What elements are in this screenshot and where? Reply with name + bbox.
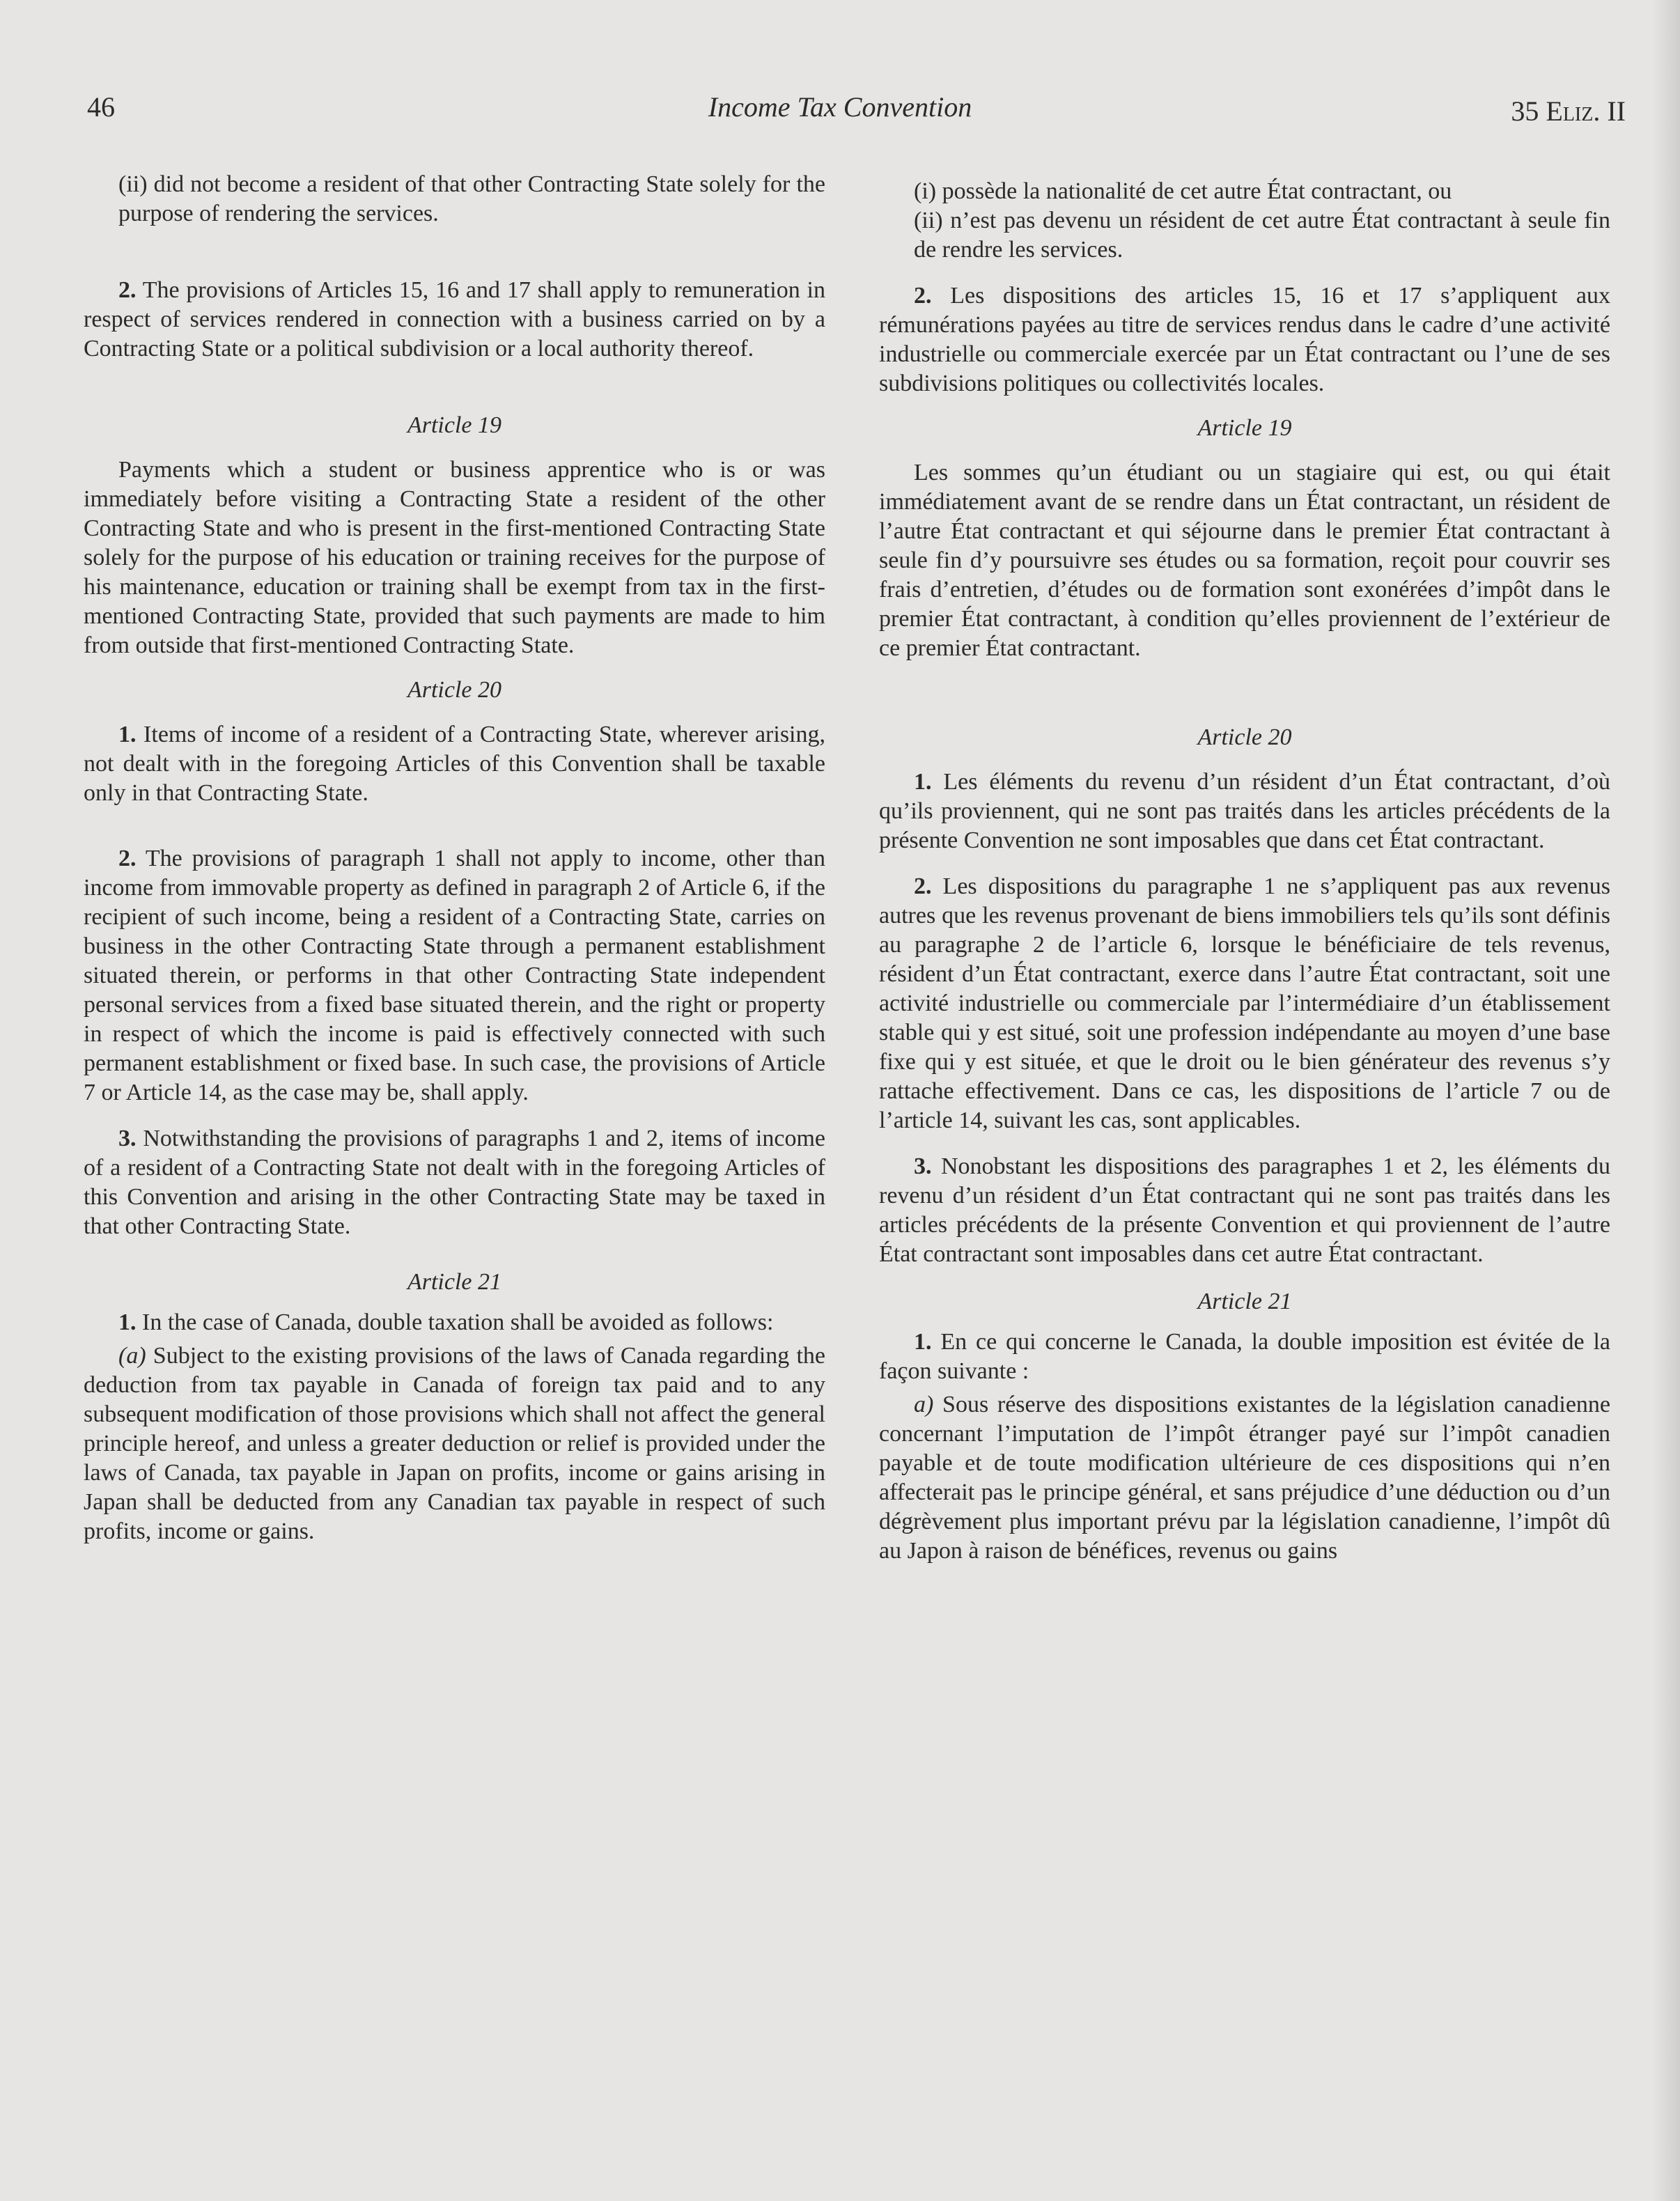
article-20-title-fr: Article 20	[1197, 724, 1292, 750]
article-20-3-fr: 3. Nonobstant les dispositions des paragraphes 1 et 2, les éléments du revenu d’un résident d’un État contractant qui ne sont pas traités dans les articles précédents de la présente Convention et qui proviennent de l’autre État contractant sont imposables dans cet autre État contractant.	[879, 1153, 1610, 1267]
article-21-1a-fr: a) Sous réserve des dispositions existantes de la législation canadienne concernant l’imputation de l’impôt étranger payé sur l’impôt canadien payable et de toute modification ultérieure de ces dispositions qui n’en affecterait pas le principe général, et sans préjudice d’une déduction ou d’un dégrèvement plus important prévu par la législation canadienne, l’impôt dû au Japon à raison de bénéfices, revenus ou gains	[879, 1392, 1610, 1564]
article-20-title-en: Article 20	[407, 677, 502, 703]
paragraph-18-2-en: 2. The provisions of Articles 15, 16 and 17 shall apply to remuneration in respect of services rendered in connection with a business carried on by a Contracting State or a political subdivision or a local authority thereof.	[84, 277, 825, 361]
article-21-1a-en: (a) Subject to the existing provisions of the laws of Canada regarding the deduction from tax payable in Canada of foreign tax paid and to any subsequent modification of those provisions which shall not affect the general principle hereof, and unless a greater deduction or relief is provided under the laws of Canada, tax payable in Japan on profits, income or gains arising in Japan shall be deducted from any Canadian tax payable in respect of such profits, income or gains.	[84, 1343, 825, 1544]
french-column	[879, 167, 1610, 1566]
article-19-body-fr: Les sommes qu’un étudiant ou un stagiaire qui est, ou qui était immédiatement avant de se rendre dans un État contractant, un résident de l’autre État contractant et qui séjourne dans le premier État contractant à seule fin d’y poursuivre ses études ou sa formation, reçoit pour couvrir ses frais d’entretien, d’études ou de formation sont exonérées d’impôt dans le premier État contractant, à condition qu’elles proviennent de l’extérieur de ce premier État contractant.	[879, 460, 1610, 661]
page-edge-shadow	[1652, 0, 1680, 2201]
article-19-body-en: Payments which a student or business apprentice who is or was immediately before visiting a Contracting State a resident of the other Contracting State and who is present in the first-mentioned Contracting State solely for the purpose of his education or training receives for the purpose of his maintenance, education or training shall be exempt from tax in the first-mentioned Contracting State, provided that such payments are made to him from outside that first-mentioned Contracting State.	[84, 457, 825, 658]
article-20-1-en: 1. Items of income of a resident of a Contracting State, wherever arising, not dealt with in the foregoing Articles of this Convention shall be taxable only in that Contracting State.	[84, 722, 825, 806]
page-header	[0, 91, 1680, 132]
page-number: 46	[87, 91, 115, 123]
article-21-1-fr: 1. En ce qui concerne le Canada, la double imposition est évitée de la façon suivante :	[879, 1329, 1610, 1384]
article-21-title-fr: Article 21	[1197, 1289, 1292, 1314]
running-title: Income Tax Convention	[708, 91, 972, 123]
paragraph-18-2-ii-fr: (ii) n’est pas devenu un résident de cet autre État contractant à seule fin de rendre les services.	[914, 208, 1610, 263]
article-21-title-en: Article 21	[407, 1269, 502, 1295]
article-19-title-en: Article 19	[407, 412, 502, 438]
paragraph-18-2-i-fr: (i) possède la nationalité de cet autre État contractant, ou	[914, 178, 1452, 204]
article-20-3-en: 3. Notwithstanding the provisions of paragraphs 1 and 2, items of income of a resident of a Contracting State not dealt with in the foregoing Articles of this Convention and arising in the other Contracting State may be taxed in that other Contracting State.	[84, 1126, 825, 1239]
article-20-2-fr: 2. Les dispositions du paragraphe 1 ne s’appliquent pas aux revenus autres que les revenus provenant de biens immobiliers tels qu’ils sont définis au paragraphe 2 de l’article 6, lorsque le bénéficiaire de tels revenus, résident d’un État contractant, exerce dans l’autre État contractant, soit une activité industrielle ou commerciale par l’intermédiaire d’un établissement stable qui y est situé, soit une profession indépendante au moyen d’une base fixe qui y est située, et que le droit ou le bien générateur des revenus s’y rattache effectivement. Dans ce cas, les dispositions de l’article 7 ou de l’article 14, suivant les cas, sont applicables.	[879, 873, 1610, 1133]
paragraph-18-2-fr: 2. Les dispositions des articles 15, 16 et 17 s’appliquent aux rémunérations payées au titre de services rendus dans le cadre d’une activité industrielle ou commerciale exercée par un État contractant ou l’une de ses subdivisions politiques ou collectivités locales.	[879, 283, 1610, 396]
article-20-1-fr: 1. Les éléments du revenu d’un résident d’un État contractant, d’où qu’ils proviennent, qui ne sont pas traités dans les articles précédents de la présente Convention ne sont imposables que dans cet État contractant.	[879, 769, 1610, 853]
article-21-1-en: 1. In the case of Canada, double taxation shall be avoided as follows:	[118, 1309, 774, 1335]
article-19-title-fr: Article 19	[1197, 415, 1292, 441]
article-20-2-en: 2. The provisions of paragraph 1 shall not apply to income, other than income from immovable property as defined in paragraph 2 of Article 6, if the recipient of such income, being a resident of a Contracting State, carries on business in the other Contracting State through a permanent establishment situated therein, or performs in that other Contracting State independent personal services from a fixed base situated therein, and the right or property in respect of which the income is paid is effectively connected with such permanent establishment or fixed base. In such case, the provisions of Article 7 or Article 14, as the case may be, shall apply.	[84, 846, 825, 1105]
regnal-year: 35 Eliz. II	[1511, 95, 1626, 127]
english-column	[84, 167, 825, 1546]
paragraph-18-2-ii-en: (ii) did not become a resident of that other Contracting State solely for the purpose of rendering the services.	[118, 171, 825, 226]
